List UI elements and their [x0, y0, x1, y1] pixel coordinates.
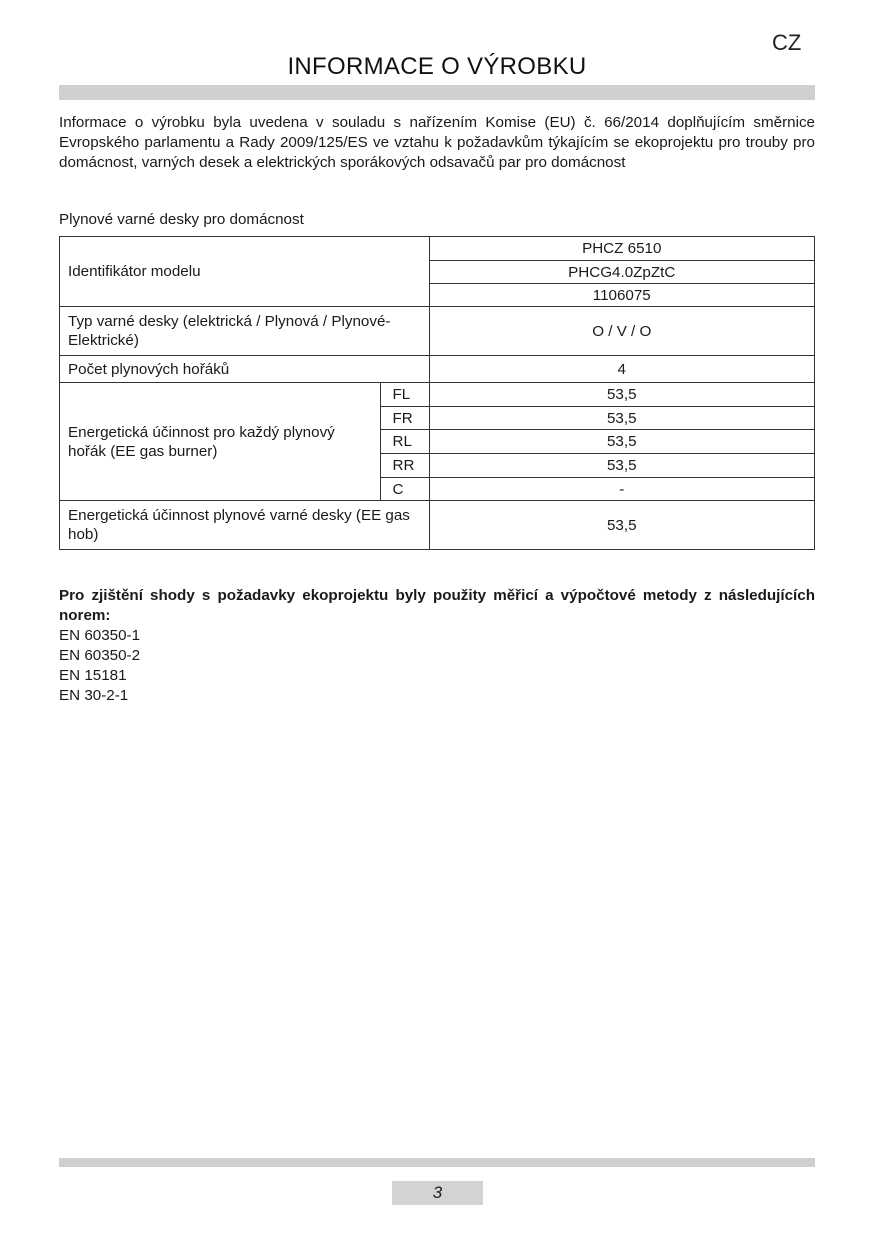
burner-efficiency: 53,5 — [429, 407, 814, 430]
hob-type-value: O / V / O — [429, 307, 814, 356]
ee-hob-value: 53,5 — [429, 501, 814, 550]
burner-position: FR — [380, 407, 429, 430]
table-row — [60, 383, 815, 407]
spec-table — [59, 236, 815, 550]
header-divider — [59, 85, 815, 100]
table-row — [60, 237, 815, 261]
hob-type-label: Typ varné desky (elektrická / Plynová / Plynové-Elektrické) — [60, 307, 430, 356]
burner-count-label: Počet plynových hořáků — [60, 356, 430, 383]
model-id: PHCZ 6510 — [429, 237, 814, 261]
standard-item: EN 60350-1 — [59, 627, 141, 644]
burner-efficiency: 53,5 — [429, 430, 814, 454]
ee-burner-label: Energetická účinnost pro každý plynový hořák (EE gas burner) — [60, 383, 381, 501]
page-title: INFORMACE O VÝROBKU — [287, 53, 587, 80]
model-id: 1106075 — [429, 284, 814, 307]
standard-item: EN 60350-2 — [59, 647, 141, 664]
footer-divider — [59, 1158, 815, 1167]
burner-efficiency: 53,5 — [429, 454, 814, 478]
standards-intro: Pro zjištění shody s požadavky ekoprojektu byly použity měřicí a výpočtové metody z následujících norem: — [59, 587, 815, 624]
burner-efficiency: 53,5 — [429, 383, 814, 407]
model-id: PHCG4.0ZpZtC — [429, 261, 814, 284]
ee-hob-label: Energetická účinnost plynové varné desky (EE gas hob) — [60, 501, 430, 550]
table-row — [60, 307, 815, 356]
standards-section — [59, 586, 815, 706]
burner-count-value: 4 — [429, 356, 814, 383]
table-row — [60, 501, 815, 550]
standard-item: EN 30-2-1 — [59, 687, 129, 704]
page-number: 3 — [392, 1181, 483, 1205]
table-caption: Plynové varné desky pro domácnost — [59, 211, 304, 228]
standard-item: EN 15181 — [59, 667, 127, 684]
burner-position: C — [380, 478, 429, 501]
burner-position: FL — [380, 383, 429, 407]
burner-position: RR — [380, 454, 429, 478]
language-code: CZ — [772, 30, 802, 55]
burner-position: RL — [380, 430, 429, 454]
intro-paragraph: Informace o výrobku byla uvedena v souladu s nařízením Komise (EU) č. 66/2014 doplňujícím směrnice Evropského parlamentu a Rady 2009/125/ES ve vztahu k požadavkům týkajícím se ekoprojektu pro trouby pro domácnost, varných desek a elektrických sporákových odsavačů par pro domácnost — [59, 114, 815, 171]
burner-efficiency: - — [429, 478, 814, 501]
model-label: Identifikátor modelu — [60, 237, 430, 307]
table-row — [60, 356, 815, 383]
